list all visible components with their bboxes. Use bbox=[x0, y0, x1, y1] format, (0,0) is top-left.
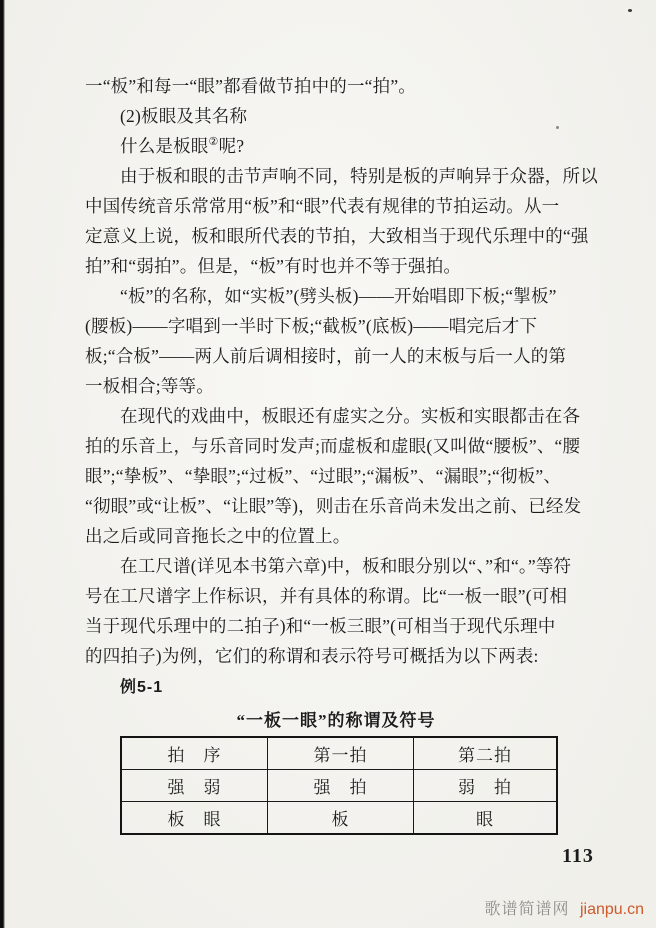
table-cell: 弱 拍 bbox=[414, 770, 558, 802]
scan-binding-edge-artifact bbox=[0, 0, 5, 928]
watermark-site-name: 歌谱简谱网 bbox=[484, 901, 570, 918]
page-number: 113 bbox=[562, 845, 594, 867]
text-line: 一“板”和每一“眼”都看做节拍中的一“拍”。 bbox=[85, 76, 417, 96]
table-row bbox=[121, 737, 557, 770]
text-line: 拍的乐音上，与乐音同时发声;而虚板和虚眼(又叫做“腰板”、“腰 bbox=[85, 436, 581, 456]
text-line: 由于板和眼的击节声响不同，特别是板的声响异于众器，所以 bbox=[120, 166, 598, 186]
table-cell: 第二拍 bbox=[414, 737, 558, 770]
text-segment: 呢? bbox=[218, 136, 245, 156]
watermark-site-url: jianpu.cn bbox=[579, 901, 644, 918]
text-line: 眼”;“挚板”、“挚眼”;“过板”、“过眼”;“漏板”、“漏眼”;“彻板”、 bbox=[85, 466, 562, 486]
text-segment: 什么是板眼 bbox=[120, 136, 209, 156]
text-line: 中国传统音乐常常用“板”和“眼”代表有规律的节拍运动。从一 bbox=[85, 196, 560, 216]
text-line: 号在工尺谱字上作标识，并有具体的称谓。比“一板一眼”(可相 bbox=[85, 586, 568, 606]
text-line: (腰板)——字唱到一半时下板;“截板”(底板)——唱完后才下 bbox=[85, 316, 538, 336]
footnote-marker: ② bbox=[208, 136, 219, 149]
text-line: 在现代的戏曲中，板眼还有虚实之分。实板和实眼都击在各 bbox=[120, 406, 581, 426]
watermark bbox=[484, 896, 644, 919]
page-text-block bbox=[85, 71, 598, 671]
table-cell: 板 bbox=[268, 802, 414, 835]
table-cell: 强 弱 bbox=[121, 770, 268, 802]
text-line: 拍”和“弱拍”。但是，“板”有时也并不等于强拍。 bbox=[85, 256, 462, 276]
table-cell: 第一拍 bbox=[268, 737, 414, 770]
scan-speck bbox=[628, 9, 632, 12]
text-line: 的四拍子)为例，它们的称谓和表示符号可概括为以下两表: bbox=[85, 646, 539, 666]
example-number-label: 例5-1 bbox=[120, 679, 164, 696]
text-line: 一板相合;等等。 bbox=[85, 376, 214, 396]
table-row bbox=[121, 770, 557, 802]
text-line: 板;“合板”——两人前后调相接时，前一人的末板与后一人的第 bbox=[85, 346, 567, 366]
table-title: “一板一眼”的称谓及符号 bbox=[236, 711, 436, 730]
table-cell: 眼 bbox=[414, 802, 558, 835]
table-cell: 拍 序 bbox=[121, 737, 268, 770]
text-line: 出之后或同音拖长之中的位置上。 bbox=[85, 526, 351, 546]
text-line: “板”的名称，如“实板”(劈头板)——开始唱即下板;“掣板” bbox=[120, 286, 557, 306]
text-line: 在工尺谱(详见本书第六章)中，板和眼分别以“、”和“。”等符 bbox=[120, 556, 572, 576]
text-line bbox=[85, 131, 579, 161]
text-line: 当于现代乐理中的二拍子)和“一板三眼”(可相当于现代乐理中 bbox=[85, 616, 556, 636]
section-heading-line: (2)板眼及其名称 bbox=[120, 106, 248, 126]
table-row bbox=[121, 802, 557, 835]
beat-naming-table bbox=[120, 736, 558, 835]
table-cell: 板 眼 bbox=[121, 802, 268, 835]
text-line: 定意义上说，板和眼所代表的节拍，大致相当于现代乐理中的“强 bbox=[85, 226, 589, 246]
table-cell: 强 拍 bbox=[268, 770, 414, 802]
text-line: “彻眼”或“让板”、“让眼”等)，则击在乐音尚未发出之前、已经发 bbox=[85, 496, 582, 516]
